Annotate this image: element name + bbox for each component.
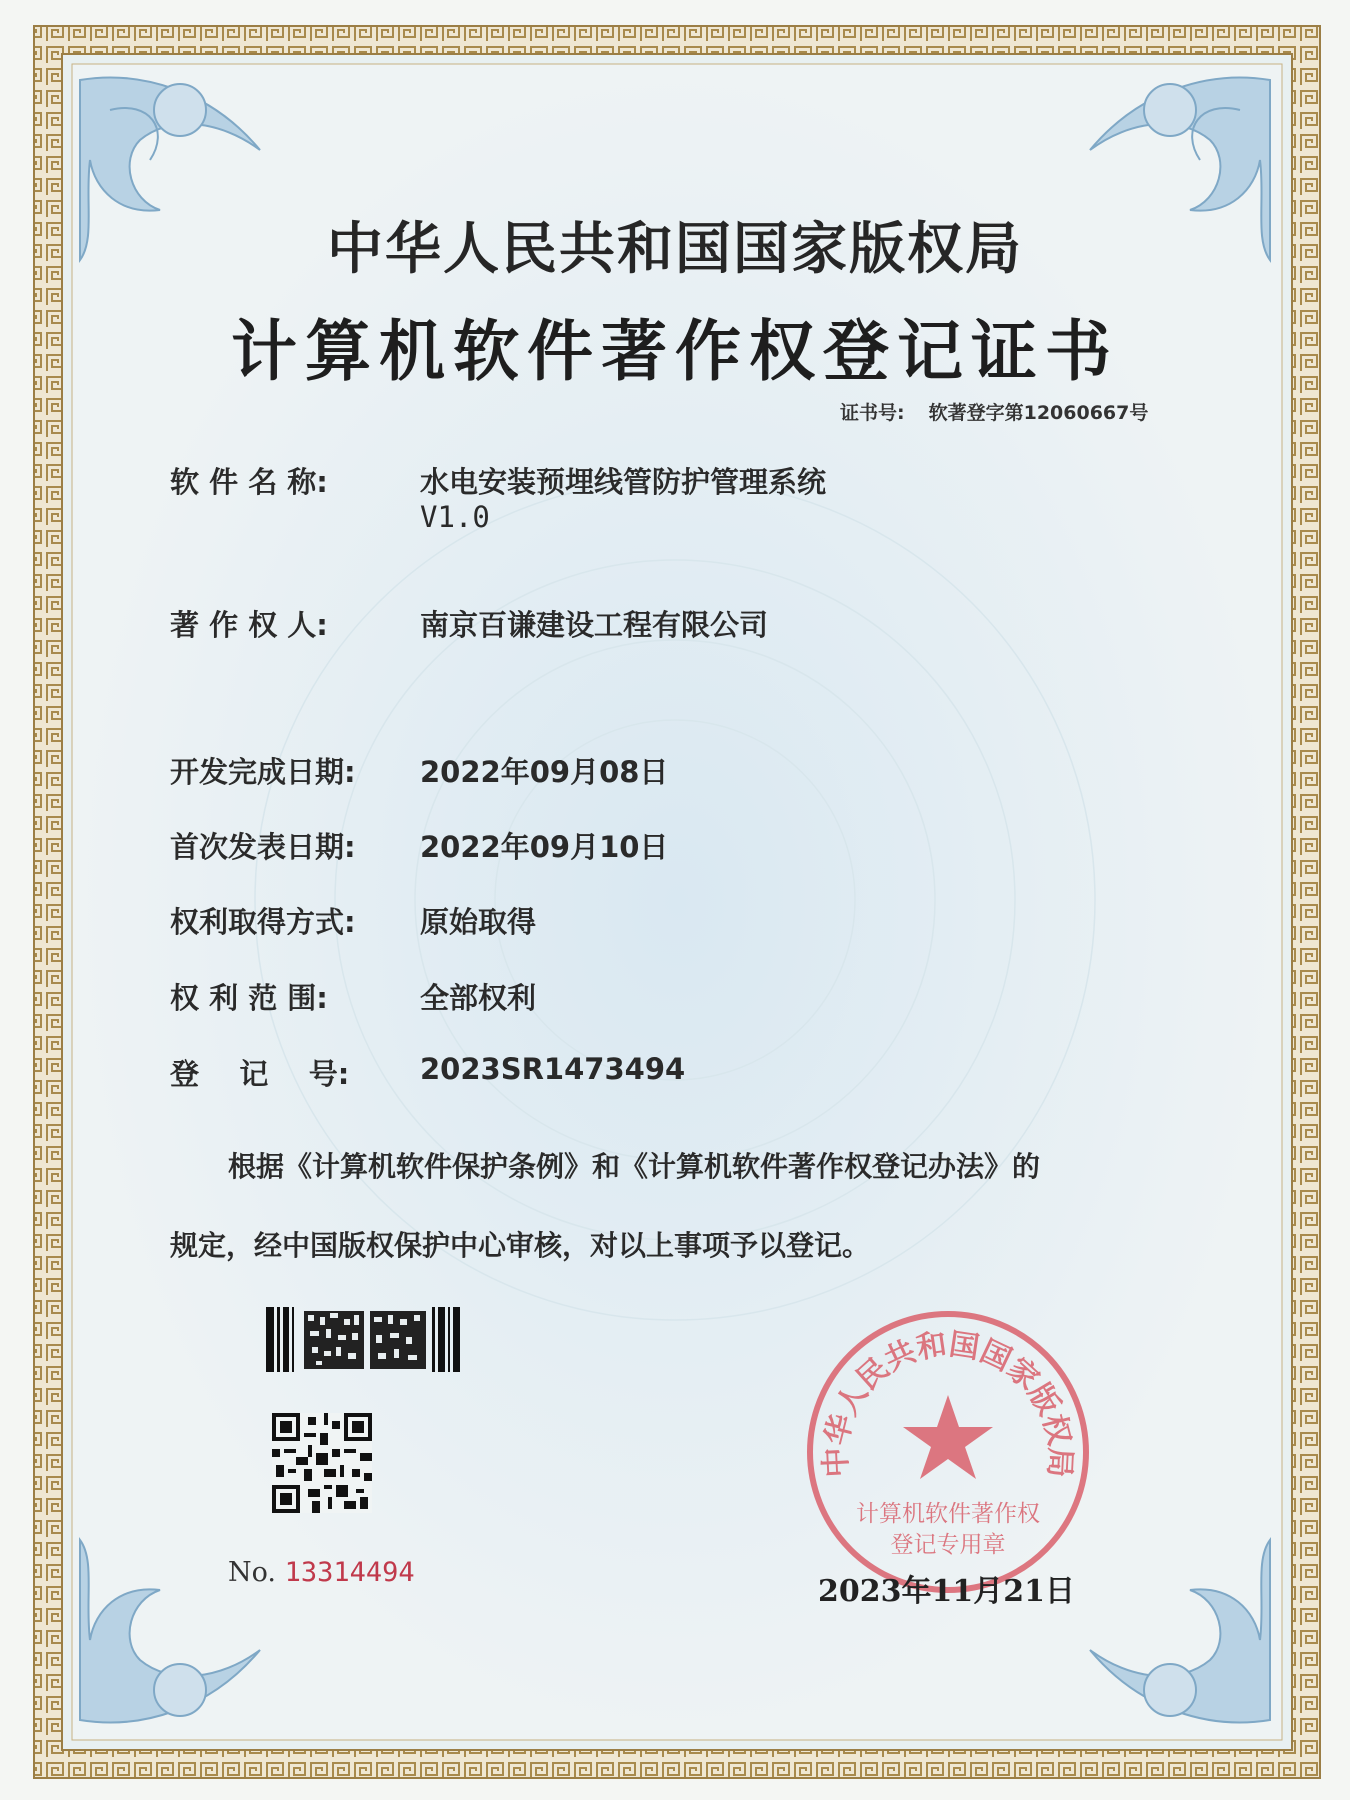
seal-star-icon xyxy=(903,1395,993,1479)
serial-prefix: No. xyxy=(228,1557,276,1588)
field-label-first-publication-date: 首次发表日期: xyxy=(170,830,356,864)
certificate-number xyxy=(840,398,1148,425)
field-label-rights-scope: 权 利 范 围: xyxy=(170,981,328,1015)
certificate-title: 计算机软件著作权登记证书 xyxy=(231,313,1119,390)
serial-number xyxy=(228,1557,415,1588)
field-value-software-version: V1.0 xyxy=(420,500,490,534)
statement-line-2: 规定，经中国版权保护中心审核，对以上事项予以登记。 xyxy=(170,1229,871,1262)
seal-ring-text: 中华人民共和国国家版权局 xyxy=(818,1327,1078,1479)
field-value-dev-completion-date: 2022年09月08日 xyxy=(420,755,669,789)
field-label-software-name: 软 件 名 称: xyxy=(170,465,328,499)
seal-inner-line-1: 计算机软件著作权 xyxy=(856,1501,1040,1527)
field-value-registration-number: 2023SR1473494 xyxy=(420,1052,686,1086)
serial-number-value: 13314494 xyxy=(284,1557,415,1588)
official-seal xyxy=(803,1307,1093,1597)
field-label-dev-completion-date: 开发完成日期: xyxy=(170,755,356,789)
certificate-number-value: 软著登字第12060667号 xyxy=(928,402,1149,424)
field-label-acquisition-method: 权利取得方式: xyxy=(170,905,356,939)
issuer-name: 中华人民共和国国家版权局 xyxy=(327,217,1023,282)
field-value-software-name: 水电安装预埋线管防护管理系统 xyxy=(420,465,827,499)
field-label-registration-number: 登 记 号: xyxy=(170,1057,350,1091)
statement-line-1: 根据《计算机软件保护条例》和《计算机软件著作权登记办法》的 xyxy=(228,1150,1041,1183)
issue-date: 2023年11月21日 xyxy=(818,1574,1075,1609)
field-value-rights-scope: 全部权利 xyxy=(420,981,537,1015)
barcode xyxy=(266,1307,460,1372)
field-value-acquisition-method: 原始取得 xyxy=(420,905,537,939)
field-label-copyright-owner: 著 作 权 人: xyxy=(170,608,328,642)
certificate-number-label: 证书号: xyxy=(840,402,905,424)
field-value-first-publication-date: 2022年09月10日 xyxy=(420,830,669,864)
qr-code xyxy=(272,1413,372,1513)
seal-inner-line-2: 登记专用章 xyxy=(890,1532,1006,1558)
field-value-copyright-owner: 南京百谦建设工程有限公司 xyxy=(420,608,769,642)
